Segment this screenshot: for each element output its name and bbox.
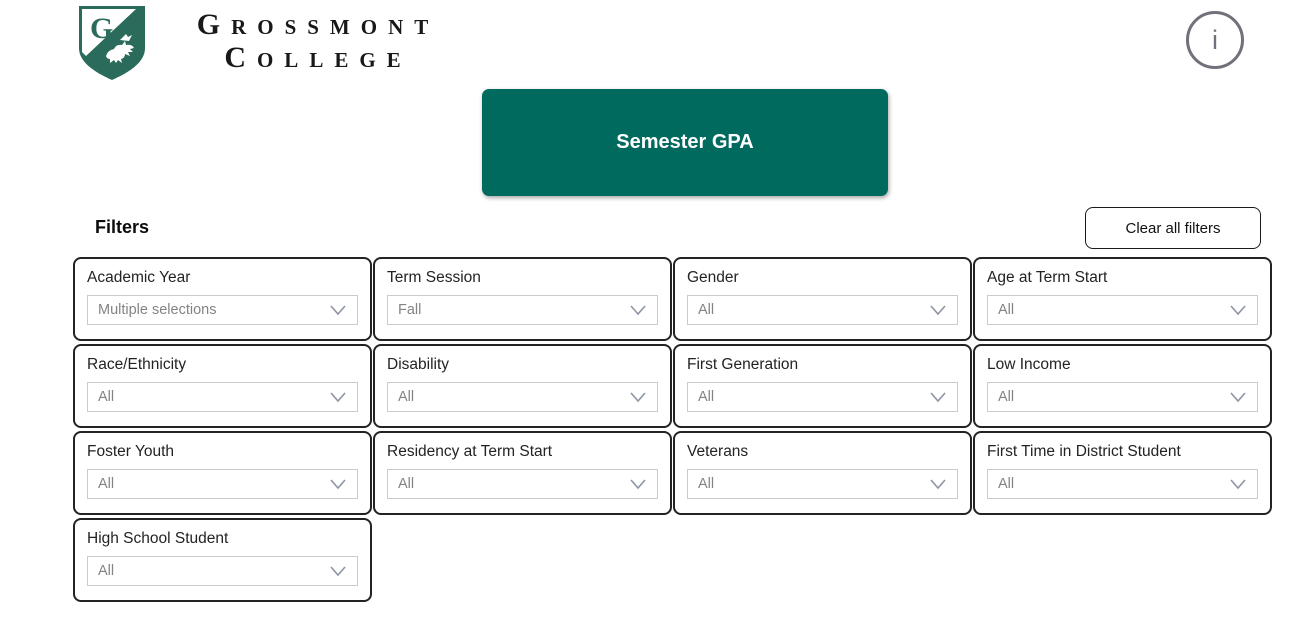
college-name-line2: College: [224, 41, 412, 74]
filter-label: First Generation: [687, 356, 799, 373]
college-logo: [76, 4, 440, 82]
filter-label: Academic Year: [87, 269, 191, 286]
info-icon[interactable]: [1186, 11, 1244, 69]
race-ethnicity-dropdown[interactable]: [87, 382, 358, 412]
dropdown-value: All: [698, 389, 715, 405]
filter-label: Race/Ethnicity: [87, 356, 187, 373]
dropdown-value: All: [98, 476, 115, 492]
dropdown-value: All: [698, 302, 715, 318]
shield-logo-icon: [76, 4, 148, 82]
filter-card-disability: [373, 344, 672, 428]
dropdown-value: Fall: [398, 302, 422, 318]
filter-label: Term Session: [387, 269, 481, 286]
filter-label: Residency at Term Start: [387, 443, 553, 460]
shield-letter: G: [90, 12, 114, 45]
filters-title: Filters: [95, 217, 150, 237]
college-name: [168, 8, 468, 74]
filter-card-gender: [673, 257, 972, 341]
chevron-down-icon: [1229, 391, 1247, 403]
dropdown-value: All: [998, 389, 1015, 405]
filter-label: Veterans: [687, 443, 749, 460]
filters-grid: [73, 257, 1272, 602]
chevron-down-icon: [329, 478, 347, 490]
filter-label: Low Income: [987, 356, 1071, 373]
low-income-dropdown[interactable]: [987, 382, 1258, 412]
filter-label: Gender: [687, 269, 739, 286]
filter-card-term-session: [373, 257, 672, 341]
dropdown-value: All: [998, 476, 1015, 492]
chevron-down-icon: [329, 304, 347, 316]
first-time-in-district-student-dropdown[interactable]: [987, 469, 1258, 499]
filter-label: First Time in District Student: [987, 443, 1181, 460]
filter-card-race-ethnicity: [73, 344, 372, 428]
chevron-down-icon: [329, 565, 347, 577]
chevron-down-icon: [929, 478, 947, 490]
disability-dropdown[interactable]: [387, 382, 658, 412]
chevron-down-icon: [629, 478, 647, 490]
college-name-line1: Grossmont: [196, 8, 440, 41]
filter-card-age-at-term-start: [973, 257, 1272, 341]
filter-card-academic-year: [73, 257, 372, 341]
filter-card-first-generation: [673, 344, 972, 428]
high-school-student-dropdown[interactable]: [87, 556, 358, 586]
chevron-down-icon: [1229, 304, 1247, 316]
info-icon-glyph: i: [1212, 24, 1218, 55]
clear-all-filters-label: Clear all filters: [1125, 219, 1221, 237]
filter-label: Foster Youth: [87, 443, 175, 460]
clear-all-filters-button[interactable]: [1085, 207, 1261, 249]
first-generation-dropdown[interactable]: [687, 382, 958, 412]
gender-dropdown[interactable]: [687, 295, 958, 325]
age-at-term-start-dropdown[interactable]: [987, 295, 1258, 325]
chevron-down-icon: [329, 391, 347, 403]
filter-label: High School Student: [87, 530, 229, 547]
dropdown-value: All: [698, 476, 715, 492]
dropdown-value: All: [398, 476, 415, 492]
semester-gpa-label: Semester GPA: [616, 131, 754, 153]
dropdown-value: All: [998, 302, 1015, 318]
filter-card-foster-youth: [73, 431, 372, 515]
filter-card-veterans: [673, 431, 972, 515]
veterans-dropdown[interactable]: [687, 469, 958, 499]
filter-label: Disability: [387, 356, 450, 373]
chevron-down-icon: [929, 304, 947, 316]
filter-label: Age at Term Start: [987, 269, 1108, 286]
filter-card-low-income: [973, 344, 1272, 428]
chevron-down-icon: [1229, 478, 1247, 490]
dropdown-value: Multiple selections: [98, 302, 217, 318]
foster-youth-dropdown[interactable]: [87, 469, 358, 499]
chevron-down-icon: [929, 391, 947, 403]
academic-year-dropdown[interactable]: [87, 295, 358, 325]
dropdown-value: All: [398, 389, 415, 405]
term-session-dropdown[interactable]: [387, 295, 658, 325]
residency-at-term-start-dropdown[interactable]: [387, 469, 658, 499]
filter-card-first-time-in-district-student: [973, 431, 1272, 515]
chevron-down-icon: [629, 391, 647, 403]
semester-gpa-button[interactable]: [482, 89, 888, 196]
dropdown-value: All: [98, 389, 115, 405]
chevron-down-icon: [629, 304, 647, 316]
filter-card-residency-at-term-start: [373, 431, 672, 515]
dropdown-value: All: [98, 563, 115, 579]
filter-card-high-school-student: [73, 518, 372, 602]
